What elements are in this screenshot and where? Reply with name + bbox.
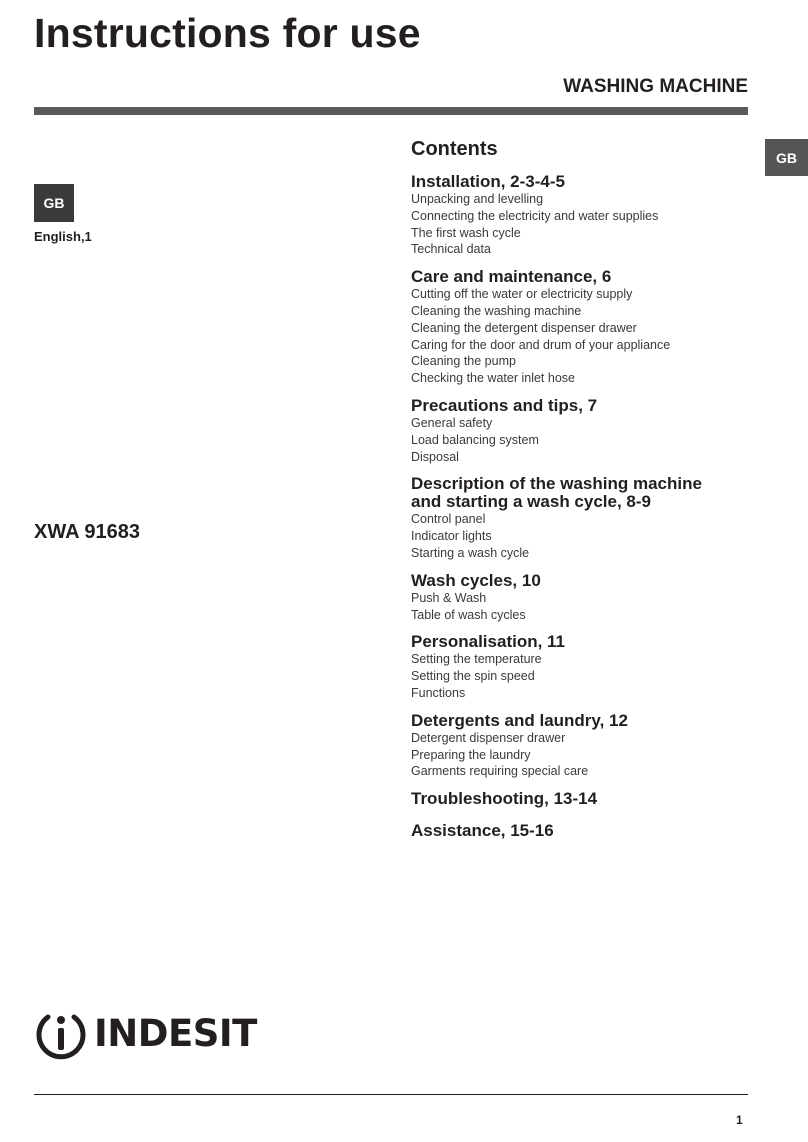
- list-item: Cutting off the water or electricity supply: [411, 287, 633, 302]
- language-tab-gb: GB: [765, 139, 808, 176]
- list-item: Setting the spin speed: [411, 669, 535, 684]
- country-badge: GB: [34, 184, 74, 222]
- section-title: Precautions and tips, 7: [411, 395, 598, 415]
- section-title: Wash cycles, 10: [411, 570, 541, 590]
- list-item: Cleaning the washing machine: [411, 303, 582, 318]
- toc-section-installation: [411, 173, 751, 258]
- toc-section-description: [411, 475, 751, 561]
- section-title-continued: and starting a wash cycle, 8-9: [411, 492, 651, 512]
- page-title: Instructions for use: [34, 10, 421, 56]
- section-title: Assistance, 15-16: [411, 821, 554, 841]
- list-item: Technical data: [411, 242, 491, 257]
- toc-section-precautions: [411, 397, 751, 465]
- toc-section-care: [411, 268, 751, 387]
- list-item: Garments requiring special care: [411, 764, 589, 779]
- list-item: Unpacking and levelling: [411, 192, 544, 206]
- page-number: 1: [736, 1113, 743, 1127]
- list-item: Control panel: [411, 512, 486, 527]
- section-title: Detergents and laundry, 12: [411, 710, 628, 730]
- section-title: Personalisation, 11: [411, 632, 566, 652]
- language-label: English,1: [34, 229, 92, 244]
- section-title: Care and maintenance, 6: [411, 267, 612, 287]
- toc-section-detergents: [411, 712, 751, 780]
- list-item: Caring for the door and drum of your appliance: [411, 337, 671, 352]
- brand-wordmark: INDESIT: [94, 1012, 257, 1055]
- list-item: Detergent dispenser drawer: [411, 730, 566, 745]
- indesit-logo: [34, 1007, 257, 1061]
- list-item: Load balancing system: [411, 432, 539, 447]
- section-title: Description of the washing machine: [411, 474, 702, 494]
- list-item: Push & Wash: [411, 590, 487, 605]
- list-item: Cleaning the pump: [411, 354, 516, 369]
- list-item: Indicator lights: [411, 529, 492, 544]
- document-subtitle: WASHING MACHINE: [563, 76, 748, 97]
- list-item: Disposal: [411, 449, 459, 464]
- list-item: Functions: [411, 685, 466, 700]
- list-item: General safety: [411, 415, 493, 430]
- footer-divider: [34, 1094, 748, 1095]
- list-item: Starting a wash cycle: [411, 545, 530, 560]
- model-number: XWA 91683: [34, 521, 140, 543]
- contents-heading: Contents: [411, 138, 498, 160]
- table-of-contents: [411, 137, 751, 849]
- toc-section-personalisation: [411, 633, 751, 701]
- list-item: Preparing the laundry: [411, 747, 531, 762]
- toc-section-assistance: [411, 822, 751, 839]
- toc-section-troubleshooting: [411, 790, 751, 807]
- list-item: Checking the water inlet hose: [411, 371, 575, 386]
- list-item: Cleaning the detergent dispenser drawer: [411, 320, 637, 335]
- indesit-logo-icon: [34, 1007, 88, 1061]
- section-title: Installation, 2-3-4-5: [411, 172, 565, 191]
- list-item: Setting the temperature: [411, 652, 542, 667]
- list-item: Connecting the electricity and water supplies: [411, 208, 659, 223]
- section-title: Troubleshooting, 13-14: [411, 789, 598, 809]
- title-divider: [34, 107, 748, 115]
- list-item: Table of wash cycles: [411, 607, 526, 622]
- list-item: The first wash cycle: [411, 225, 521, 240]
- toc-section-wash-cycles: [411, 572, 751, 624]
